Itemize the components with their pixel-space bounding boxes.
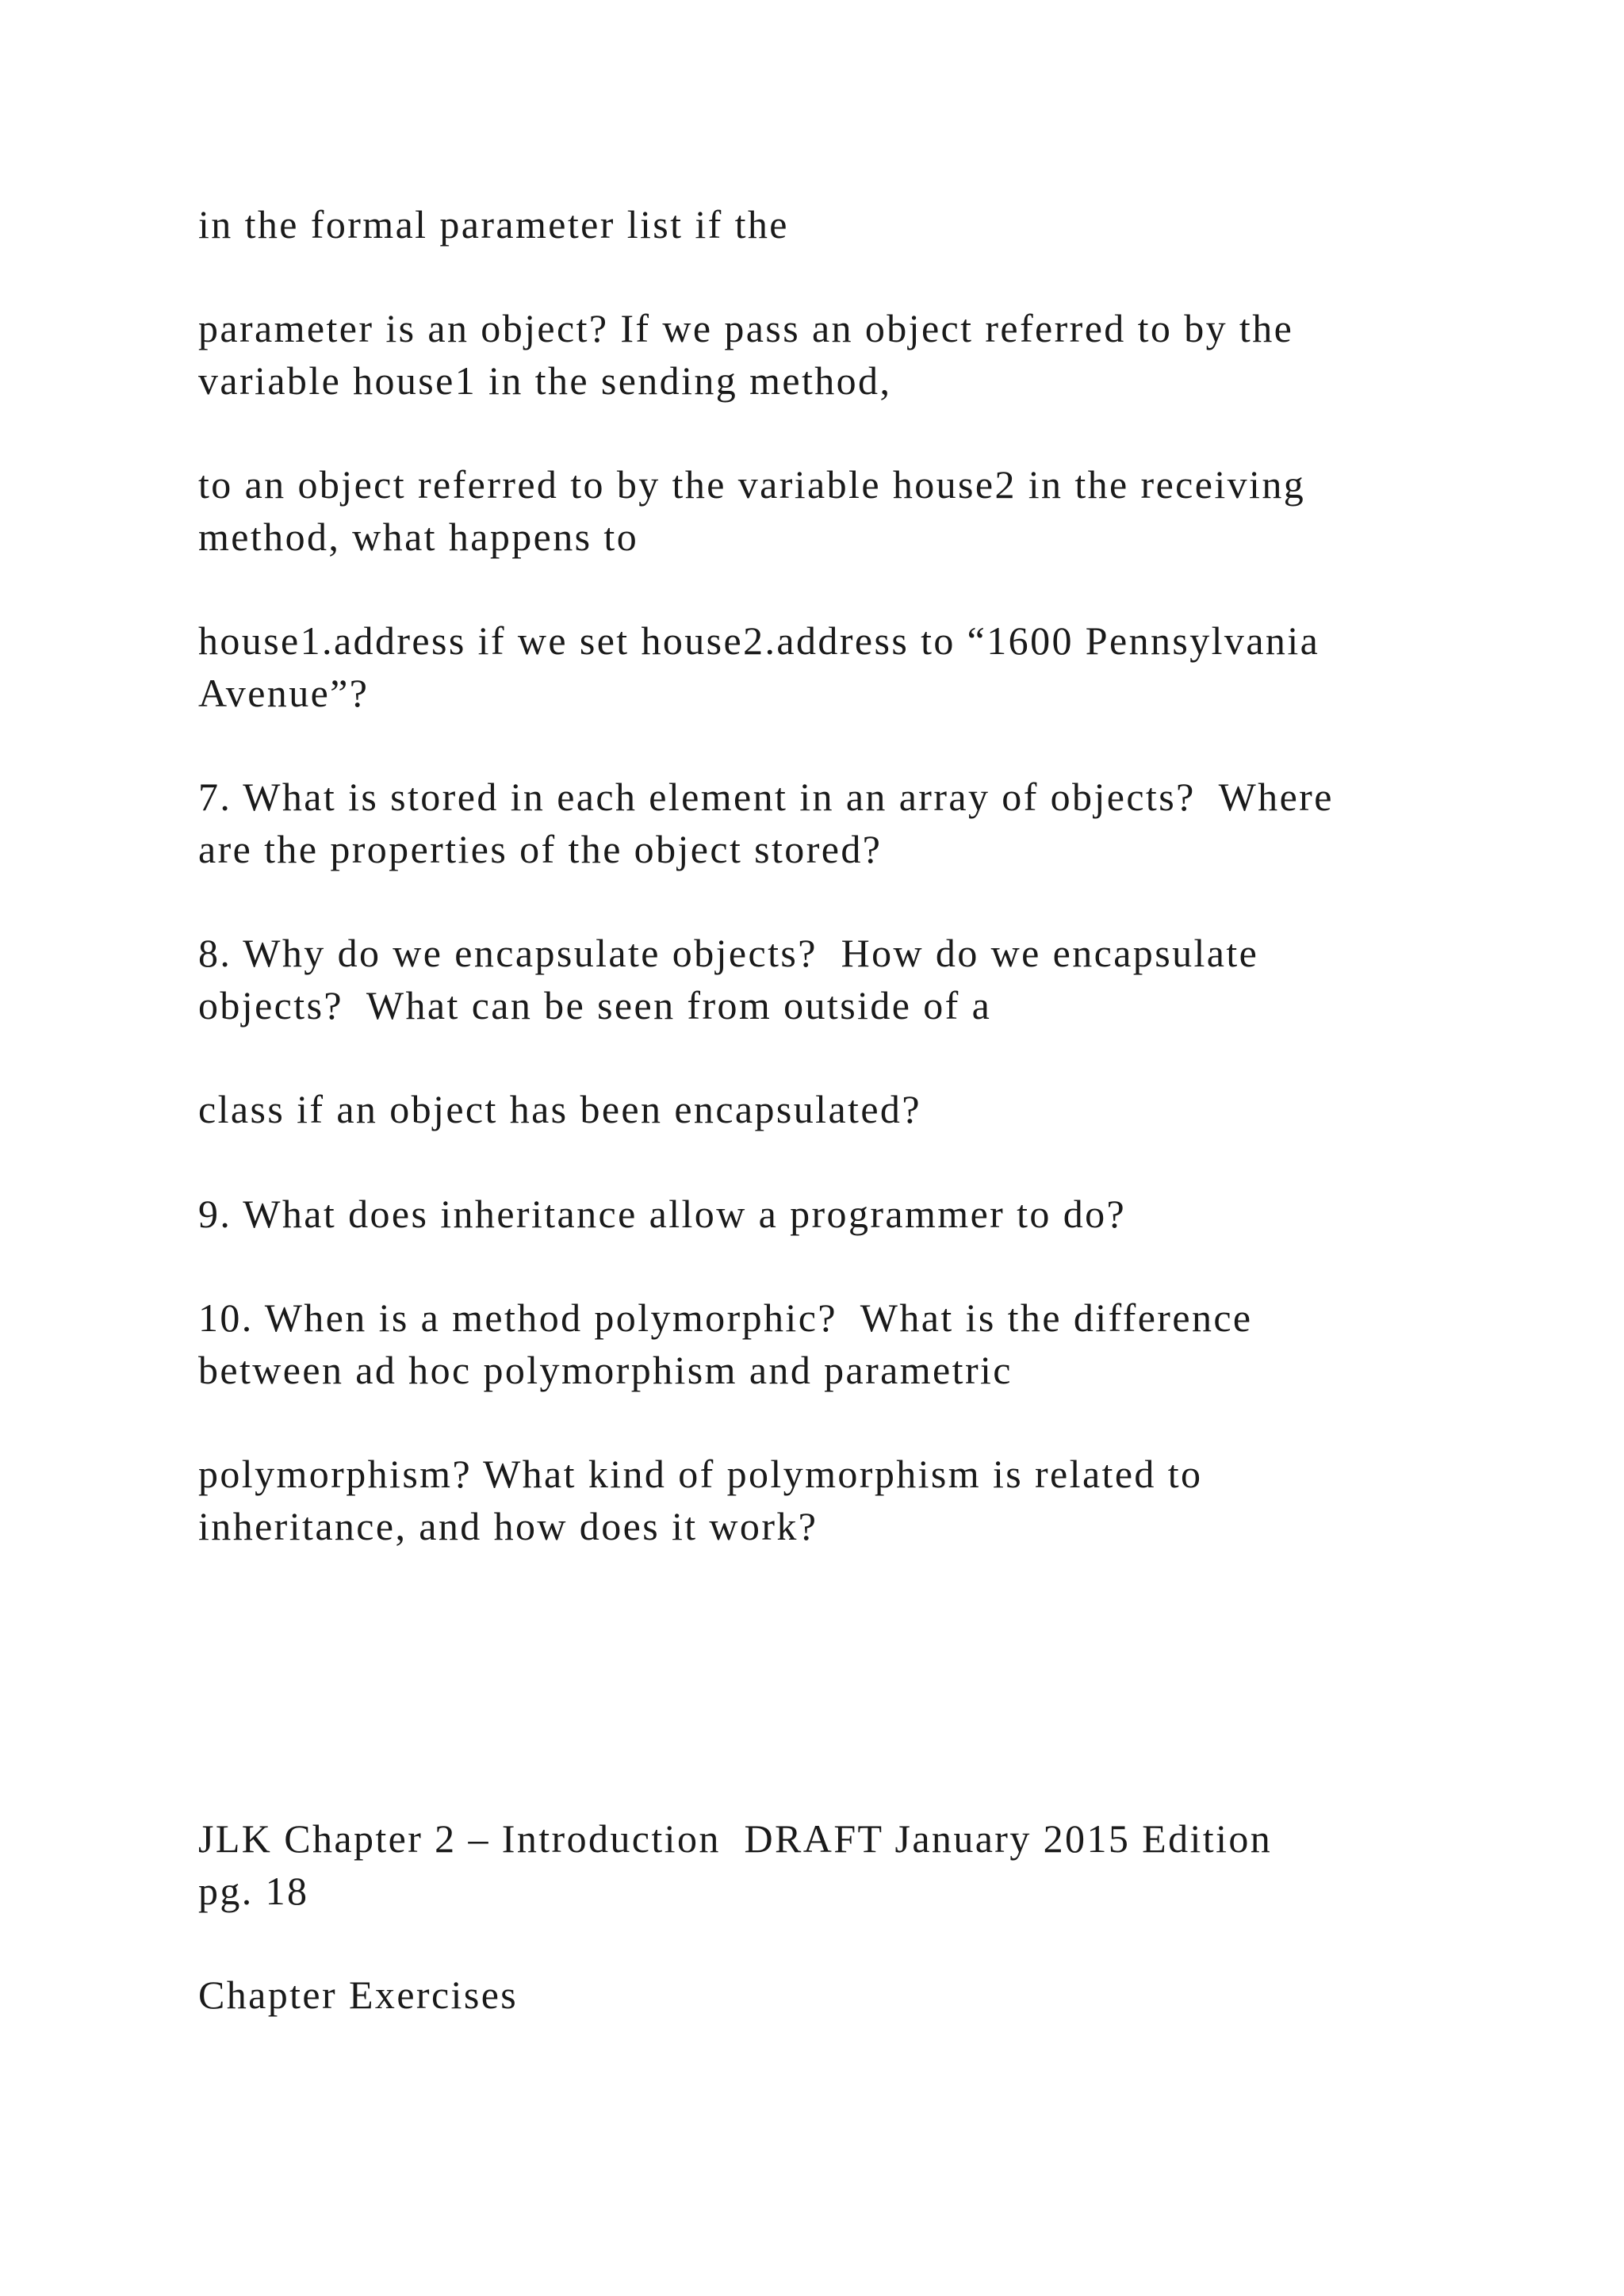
question-7: 7. What is stored in each element in an array of objects? Where are the properties of the object stored? [198, 775, 1334, 871]
running-header: JLK Chapter 2 – Introduction DRAFT January 2015 Edition pg. 18 [198, 1816, 1273, 1913]
paragraph-4: house1.address if we set house2.address to “1600 Pennsylvania Avenue”? [198, 618, 1320, 715]
paragraph-3: to an object referred to by the variable house2 in the receiving method, what happens to [198, 462, 1306, 559]
question-9: 9. What does inheritance allow a programmer to do? [198, 1192, 1127, 1236]
question-10-continued: polymorphism? What kind of polymorphism is related to inheritance, and how does it work? [198, 1452, 1203, 1548]
section-title: Chapter Exercises [198, 1973, 519, 2017]
paragraph-1: in the formal parameter list if the [198, 202, 789, 247]
question-10: 10. When is a method polymorphic? What is the difference between ad hoc polymorphism and parametric [198, 1295, 1253, 1392]
paragraph-2: parameter is an object? If we pass an object referred to by the variable house1 in the sending method, [198, 306, 1294, 403]
question-8: 8. Why do we encapsulate objects? How do we encapsulate objects? What can be seen from outside of a [198, 931, 1259, 1027]
question-8-continued: class if an object has been encapsulated? [198, 1087, 921, 1131]
